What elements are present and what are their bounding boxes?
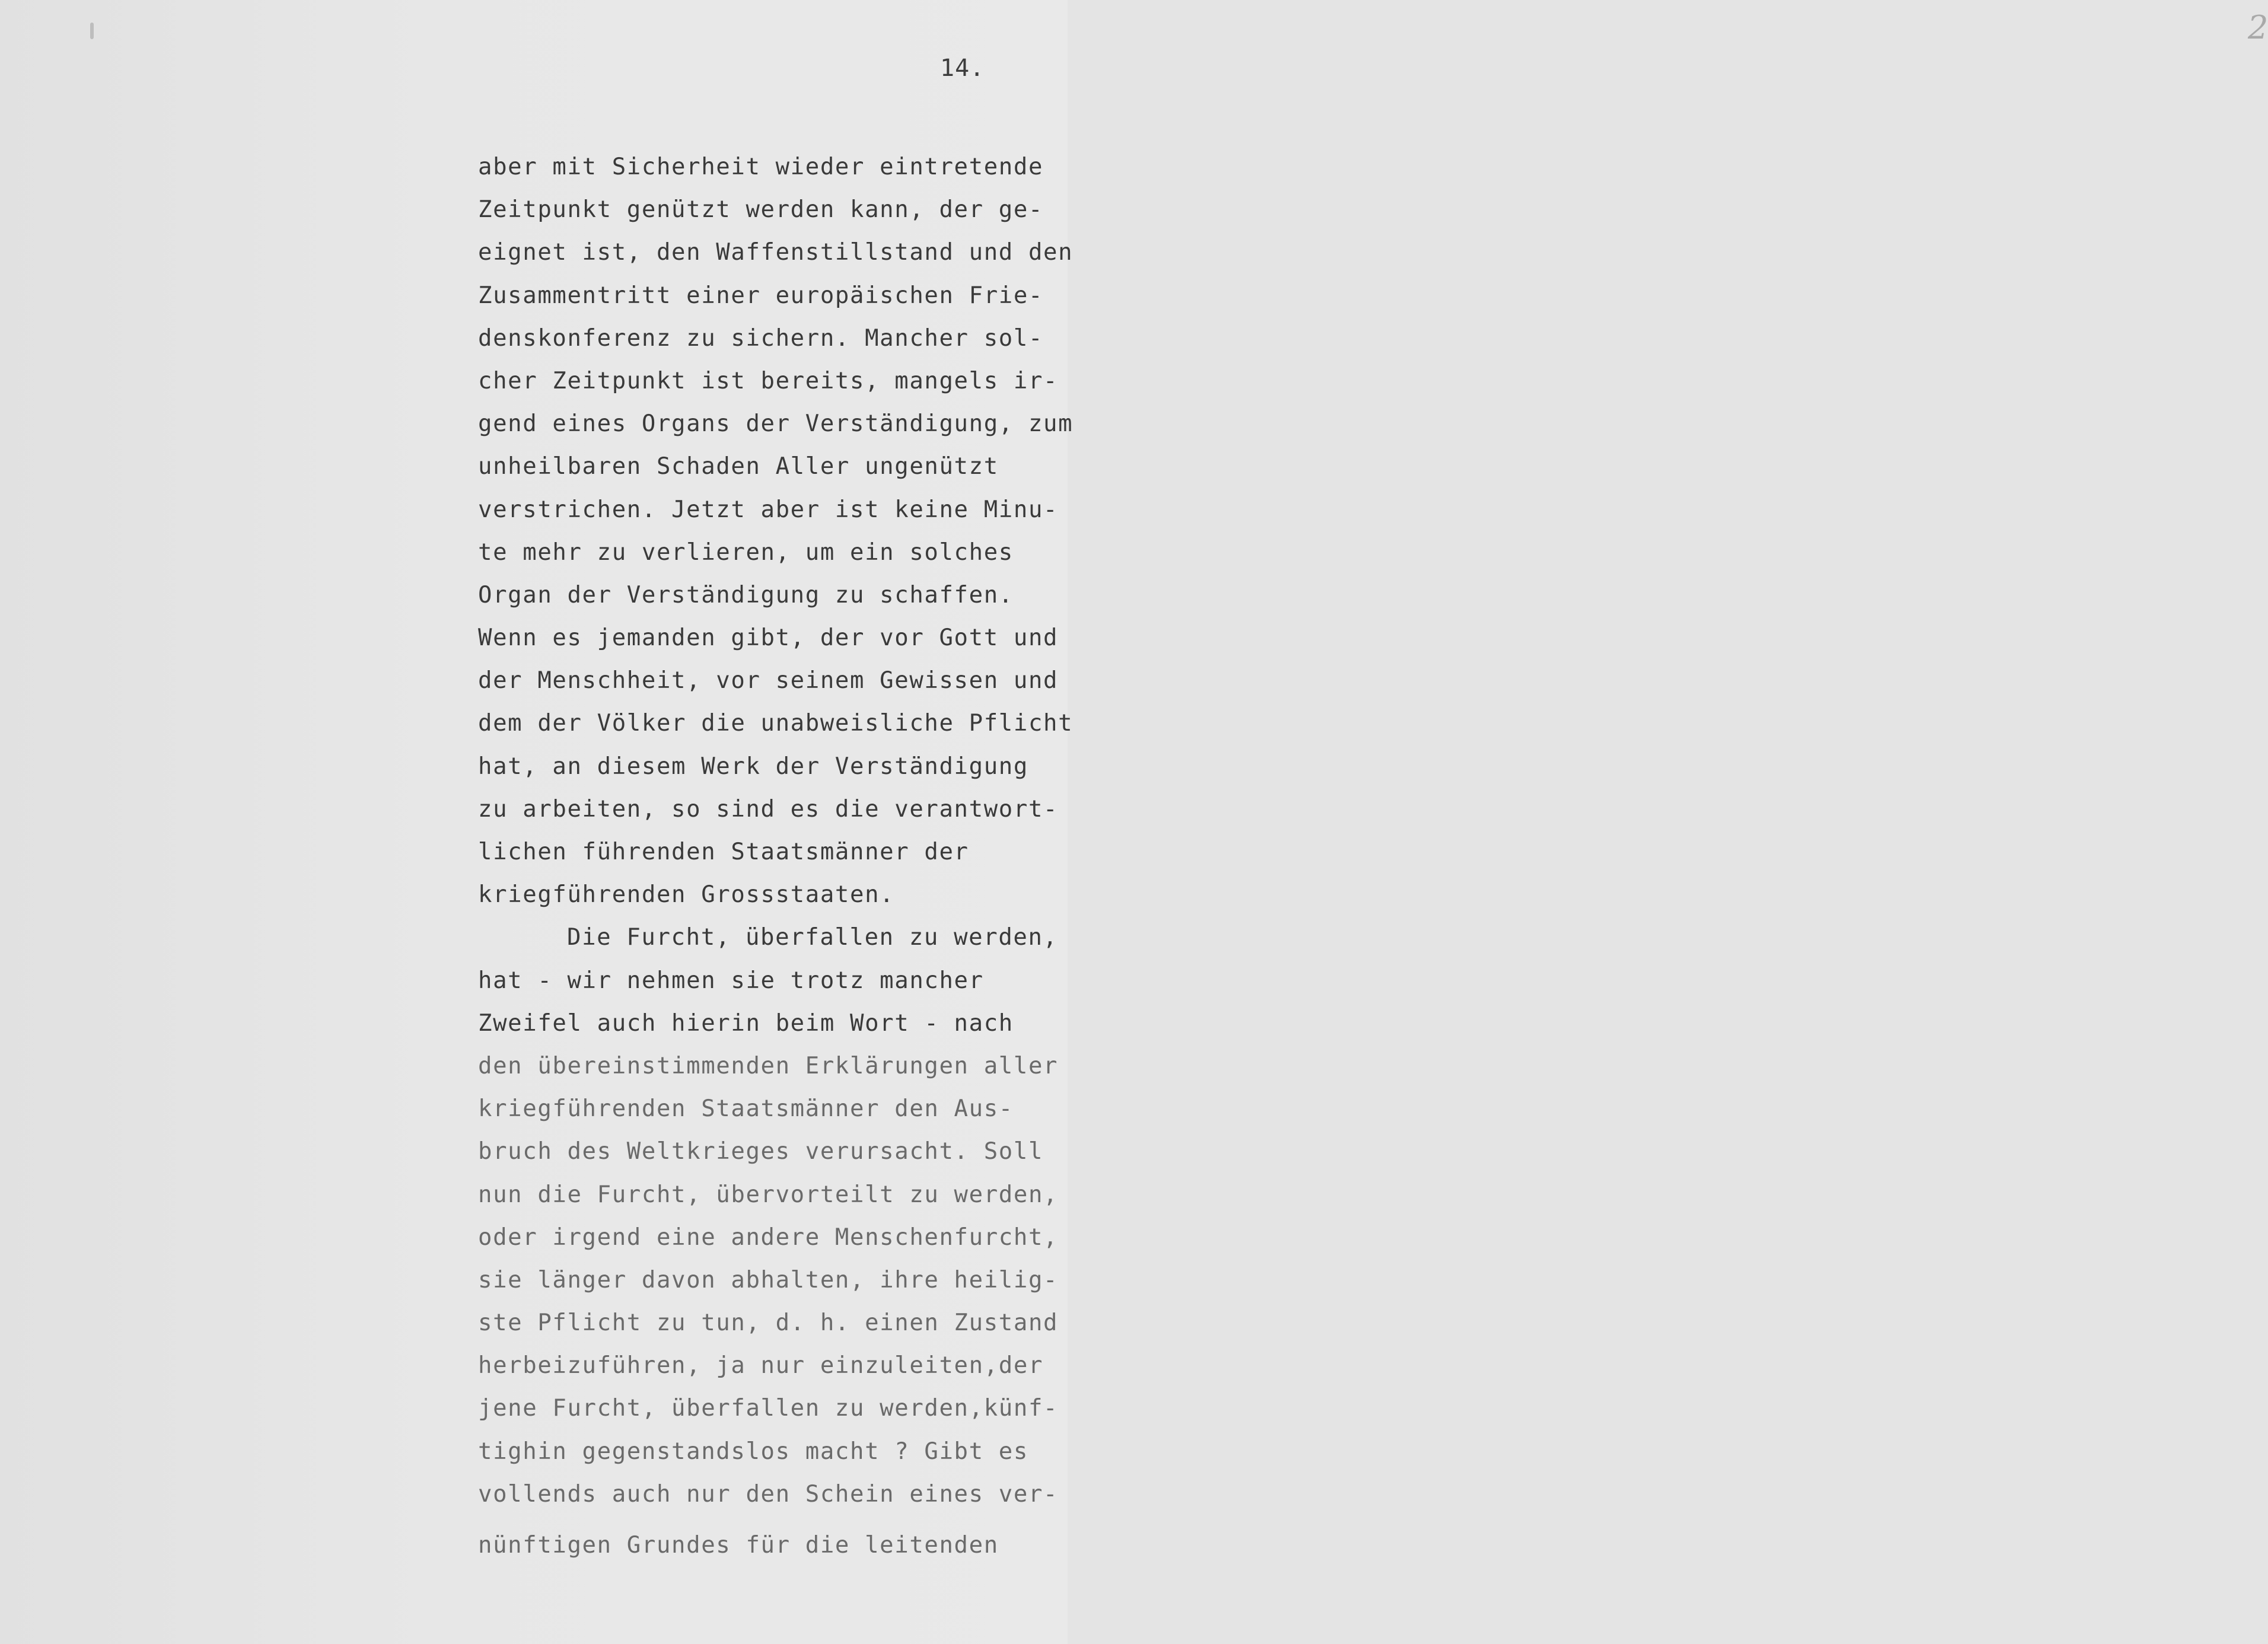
text-line: hat, an diesem Werk der Verständigung <box>478 753 1028 780</box>
text-line: zu arbeiten, so sind es die verantwort- <box>478 795 1059 823</box>
text-line: eignet ist, den Waffenstillstand und den <box>478 239 1074 266</box>
text-line: verstrichen. Jetzt aber ist keine Minu- <box>478 496 1059 523</box>
text-line: Organ der Verständigung zu schaffen. <box>478 581 1014 608</box>
text-line: der Menschheit, vor seinem Gewissen und <box>478 667 1059 694</box>
text-line: Wenn es jemanden gibt, der vor Gott und <box>478 625 1059 652</box>
text-line: herbeizuführen, ja nur einzuleiten,der <box>478 1352 1044 1379</box>
text-line: denskonferenz zu sichern. Mancher sol- <box>478 324 1044 352</box>
text-line: aber mit Sicherheit wieder eintretende <box>478 154 1044 180</box>
text-line: te mehr zu verlieren, um ein solches <box>478 539 1014 566</box>
text-line: ste Pflicht zu tun, d. h. einen Zustand <box>478 1310 1059 1337</box>
paragraph-start-line: Die Furcht, überfallen zu werden, <box>567 924 1058 951</box>
text-line: oder irgend eine andere Menschenfurcht, <box>478 1224 1059 1251</box>
text-line: Zeitpunkt genützt werden kann, der ge- <box>478 196 1044 224</box>
text-line: cher Zeitpunkt ist bereits, mangels ir- <box>478 367 1059 394</box>
text-line: jene Furcht, überfallen zu werden,künf- <box>478 1395 1059 1422</box>
text-line: den übereinstimmenden Erklärungen aller <box>478 1052 1059 1079</box>
text-line: nun die Furcht, übervorteilt zu werden, <box>478 1181 1059 1208</box>
text-line: Zusammentritt einer europäischen Frie- <box>478 282 1044 309</box>
text-line: dem der Völker die unabweisliche Pflicht <box>478 710 1074 737</box>
text-line: hat - wir nehmen sie trotz mancher <box>478 967 984 994</box>
page-number: 14. <box>940 55 985 82</box>
text-line: kriegführenden Staatsmänner den Aus- <box>478 1095 1014 1123</box>
text-line: lichen führenden Staatsmänner der <box>478 839 969 865</box>
text-line: sie länger davon abhalten, ihre heilig- <box>478 1266 1059 1293</box>
margin-speck <box>90 23 94 39</box>
pencil-folio-mark: 2 <box>2248 9 2268 46</box>
text-line: Zweifel auch hierin beim Wort - nach <box>478 1009 1014 1037</box>
text-line: bruch des Weltkrieges verursacht. Soll <box>478 1138 1044 1165</box>
text-line: kriegführenden Grossstaaten. <box>478 881 895 909</box>
text-line: nünftigen Grundes für die leitenden <box>478 1532 999 1559</box>
text-line: unheilbaren Schaden Aller ungenützt <box>478 453 999 480</box>
text-line: gend eines Organs der Verständigung, zum <box>478 410 1074 438</box>
body-text <box>478 146 1074 1567</box>
text-line: vollends auch nur den Schein eines ver- <box>478 1480 1059 1508</box>
text-line: tighin gegenstandslos macht ? Gibt es <box>478 1438 1028 1465</box>
